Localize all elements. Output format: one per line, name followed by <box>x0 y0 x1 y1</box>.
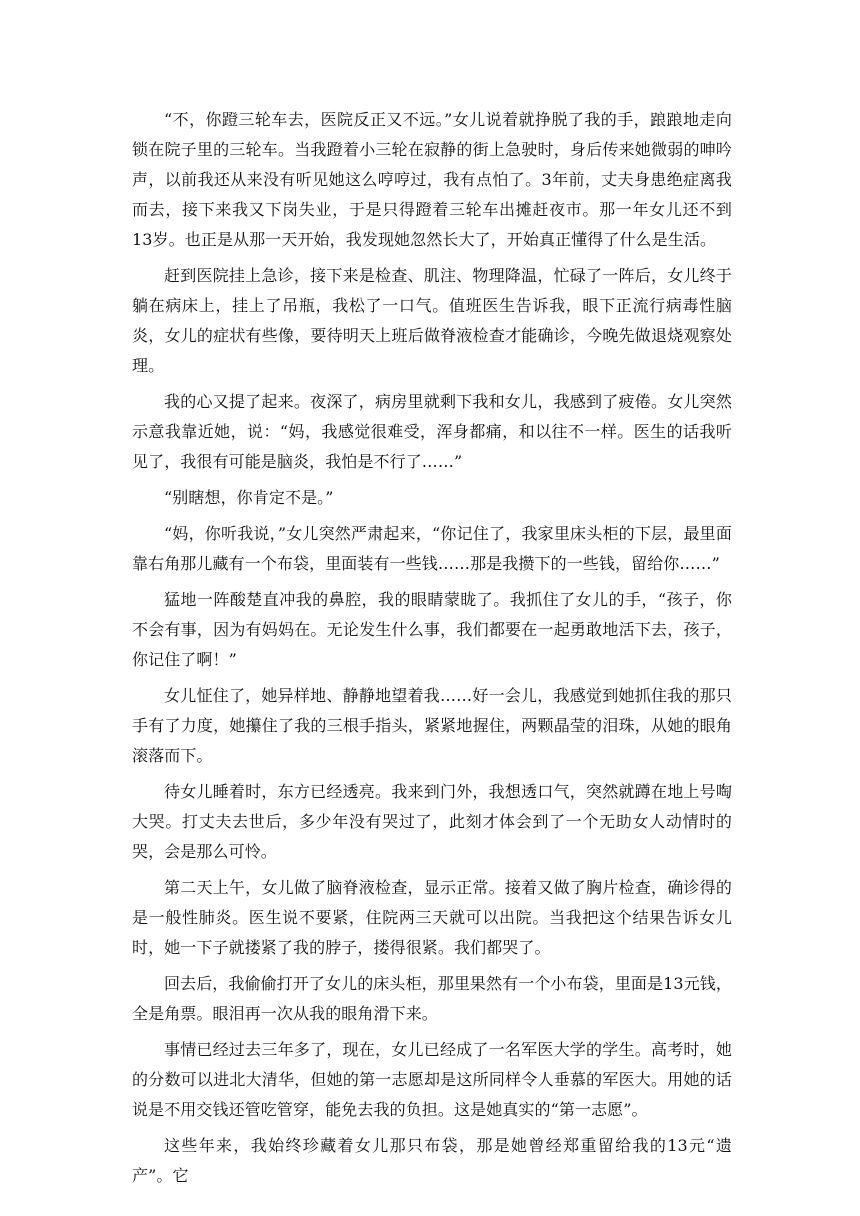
paragraph-2: 赶到医院挂上急诊，接下来是检查、肌注、物理降温，忙碌了一阵后，女儿终于躺在病床上，挂上了吊瓶，我松了一口气。值班医生告诉我，眼下正流行病毒性脑炎，女儿的症状有些像，要待明天上班后做脊液检查才能确诊，今晚先做退烧观察处理。 <box>132 266 732 375</box>
paragraph-9: 第二天上午，女儿做了脑脊液检查，显示正常。接着又做了胸片检查，确诊得的是一般性肺炎。医生说不要紧，住院两三天就可以出院。当我把这个结果告诉女儿时，她一下子就搂紧了我的脖子，搂得很紧。我们都哭了。 <box>132 878 732 957</box>
paragraph-8: 待女儿睡着时，东方已经透亮。我来到门外，我想透口气，突然就蹲在地上号啕大哭。打丈夫去世后，多少年没有哭过了，此刻才体会到了一个无助女人动情时的哭，会是那么可怜。 <box>132 782 732 861</box>
paragraph-1: “不，你蹬三轮车去，医院反正又不远。”女儿说着就挣脱了我的手，踉踉地走向锁在院子里的三轮车。当我蹬着小三轮在寂静的街上急驶时，身后传来她微弱的呻吟声，以前我还从来没有听见她这么哼哼过，我有点怕了。3年前，丈夫身患绝症离我而去，接下来我又下岗失业，于是只得蹬着三轮车出摊赶夜市。那一年女儿还不到13岁。也正是从那一天开始，我发现她忽然长大了，开始真正懂得了什么是生活。 <box>132 110 732 249</box>
paragraph-4: “别瞎想，你肯定不是。” <box>164 488 334 507</box>
paragraph-10: 回去后，我偷偷打开了女儿的床头柜，那里果然有一个小布袋，里面是13元钱，全是角票。眼泪再一次从我的眼角滑下来。 <box>132 974 732 1023</box>
paragraph-5: “妈，你听我说，”女儿突然严肃起来，“你记住了，我家里床头柜的下层，最里面靠右角那儿藏有一个布袋，里面装有一些钱……那是我攒下的一些钱，留给你……” <box>132 524 732 573</box>
paragraph-7: 女儿怔住了，她异样地、静静地望着我……好一会儿，我感觉到她抓住我的那只手有了力度，她攥住了我的三根手指头，紧紧地握住，两颗晶莹的泪珠，从她的眼角滚落而下。 <box>132 686 732 765</box>
paragraph-3: 我的心又提了起来。夜深了，病房里就剩下我和女儿，我感到了疲倦。女儿突然示意我靠近她，说：“妈，我感觉很难受，浑身都痛，和以往不一样。医生的话我听见了，我很有可能是脑炎，我怕是不行了……” <box>132 392 732 471</box>
paragraph-11: 事情已经过去三年多了，现在，女儿已经成了一名军医大学的学生。高考时，她的分数可以进北大清华，但她的第一志愿却是这所同样令人垂慕的军医大。用她的话说是不用交钱还管吃管穿，能免去我的负担。这是她真实的“第一志愿”。 <box>132 1040 732 1119</box>
paragraph-12: 这些年来，我始终珍藏着女儿那只布袋，那是她曾经郑重留给我的13元“遗产”。它 <box>132 1136 732 1185</box>
paragraph-6: 猛地一阵酸楚直冲我的鼻腔，我的眼睛蒙眬了。我抓住了女儿的手，“孩子，你不会有事，因为有妈妈在。无论发生什么事，我们都要在一起勇敢地活下去，孩子，你记住了啊！” <box>132 590 732 669</box>
article-body <box>132 105 732 1197</box>
